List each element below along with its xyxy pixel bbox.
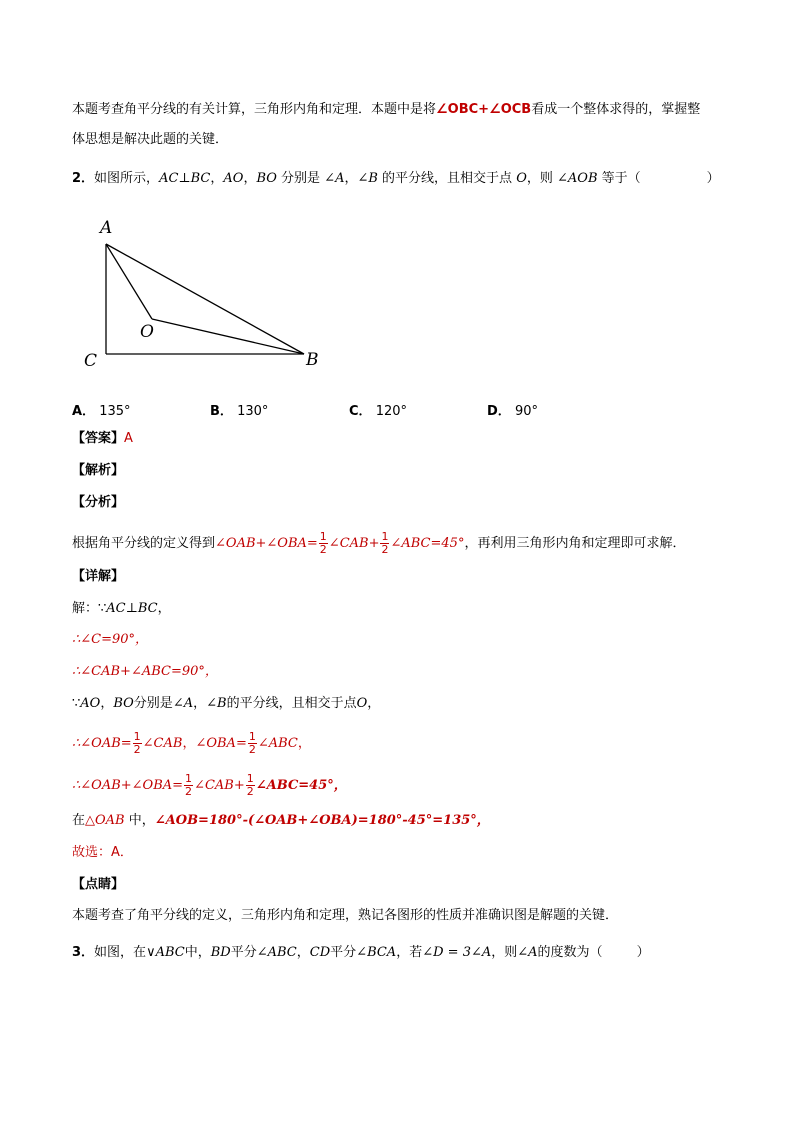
side-ab xyxy=(106,244,304,354)
question-2 xyxy=(72,170,720,188)
step-text: 在 xyxy=(72,813,86,828)
math-expr: O xyxy=(356,696,368,711)
fraction-denominator: 2 xyxy=(133,743,141,756)
question-text: ，则 xyxy=(491,945,518,960)
math-expr: ∠ABC=45° xyxy=(390,536,465,551)
choice-value: 130° xyxy=(237,404,269,419)
label-b: B xyxy=(306,350,319,370)
question-text: 如图，在 xyxy=(94,945,147,960)
question-text: 中， xyxy=(184,945,211,960)
question-text: 的平分线，且相交于点 xyxy=(377,171,517,186)
math-expr: ∠OAB+∠OBA= xyxy=(215,536,318,551)
segment-ao xyxy=(106,244,152,319)
math-expr: ∠A xyxy=(517,945,538,960)
fraction-half xyxy=(248,731,257,756)
question-text: 如图所示， xyxy=(94,171,160,186)
question-text: 平分 xyxy=(230,945,257,960)
fraction-numerator: 1 xyxy=(246,772,254,785)
fraction-half xyxy=(380,531,389,556)
label-c: C xyxy=(84,351,98,371)
fraction-numerator: 1 xyxy=(185,772,193,785)
step-2: ∴∠C=90°， xyxy=(72,632,149,647)
fraction-numerator: 1 xyxy=(319,530,327,543)
fraction-half xyxy=(319,531,328,556)
analysis-text: ，再利用三角形内角和定理即可求解． xyxy=(464,536,686,551)
choice-letter: D． xyxy=(487,404,511,419)
math-expr: ∠ABC=45°， xyxy=(255,778,347,793)
fraction-half xyxy=(184,773,193,798)
question-text: ，若 xyxy=(396,945,423,960)
choice-c xyxy=(349,400,407,419)
math-expr: ∴∠OAB= xyxy=(72,736,132,751)
question-text: ，则 xyxy=(526,171,557,186)
question-text: ） xyxy=(706,171,720,186)
question-number: 3． xyxy=(72,945,95,960)
math-expr: AC⊥BC xyxy=(106,601,158,616)
step-5 xyxy=(72,731,311,756)
analysis-line xyxy=(72,531,685,556)
math-expr: ∠CAB+ xyxy=(328,536,380,551)
math-expr: ∠ABC xyxy=(257,736,298,751)
choice-a xyxy=(72,400,131,419)
step-text: 中， xyxy=(124,813,155,828)
label-o: O xyxy=(140,322,154,342)
segment-bo xyxy=(152,319,304,354)
section-fenxi: 【分析】 xyxy=(72,495,125,510)
choice-b xyxy=(210,400,268,419)
question-text: ） xyxy=(636,945,650,960)
section-xiangjie: 【详解】 xyxy=(72,569,125,584)
math-expr: △OAB xyxy=(85,813,125,828)
math-expr: ∠OBA= xyxy=(195,736,247,751)
fraction-numerator: 1 xyxy=(248,730,256,743)
step-7 xyxy=(72,812,490,830)
math-expr: ∴∠OAB+∠OBA= xyxy=(72,778,184,793)
question-text: 的度数为（ xyxy=(537,945,603,960)
step-4 xyxy=(72,695,380,713)
math-expr: AC⊥BC xyxy=(159,171,211,186)
fraction-denominator: 2 xyxy=(185,785,193,798)
question-number: 2． xyxy=(72,171,95,186)
fraction-denominator: 2 xyxy=(381,543,389,556)
step-text: ∵ xyxy=(72,696,81,711)
section-dianjing: 【点睛】 xyxy=(72,877,125,892)
math-expr: ∠CAB+ xyxy=(194,778,245,793)
math-expr: BD xyxy=(210,945,231,960)
choice-letter: A． xyxy=(72,404,96,419)
step-3: ∴∠CAB+∠ABC=90°， xyxy=(72,664,218,679)
math-expr: ∠ABC xyxy=(256,945,297,960)
fraction-numerator: 1 xyxy=(381,530,389,543)
step-6 xyxy=(72,773,347,798)
math-expr: ∠AOB=180°-(∠OAB+∠OBA)=180°-45°=135°， xyxy=(154,813,490,828)
choice-letter: B． xyxy=(210,404,233,419)
math-expr: ∠D = 3∠A xyxy=(422,945,492,960)
fraction-half xyxy=(246,773,255,798)
math-expr: ∠A xyxy=(172,696,194,711)
section-jiexi: 【解析】 xyxy=(72,463,125,478)
fraction-denominator: 2 xyxy=(248,743,256,756)
step-text: ， xyxy=(297,736,311,751)
fraction-half xyxy=(133,731,142,756)
summary-line: 本题考查了角平分线的定义，三角形内角和定理，熟记各图形的性质并准确识图是解题的关键． xyxy=(72,908,619,923)
math-expr: ∠B xyxy=(357,171,378,186)
fraction-denominator: 2 xyxy=(246,785,254,798)
intro-text: 本题考查角平分线的有关计算，三角形内角和定理．本题中是将 xyxy=(72,102,437,117)
step-text: ， xyxy=(193,696,207,711)
question-text: 等于（ xyxy=(597,171,641,186)
intro-text: 看成一个整体求得的，掌握整 xyxy=(531,102,701,117)
choice-value: 90° xyxy=(514,404,538,419)
math-expr: AO xyxy=(223,171,244,186)
question-text: 分别是 xyxy=(276,171,325,186)
choice-value: 120° xyxy=(375,404,408,419)
label-a: A xyxy=(100,218,113,238)
step-text: ， xyxy=(182,736,196,751)
step-text: 分别是 xyxy=(133,696,173,711)
question-text: 平分 xyxy=(330,945,357,960)
question-text: ， xyxy=(210,171,224,186)
math-expr: ∠CAB xyxy=(142,736,183,751)
math-expr: ∠AOB xyxy=(557,171,598,186)
fraction-numerator: 1 xyxy=(133,730,141,743)
math-expr: ∠A xyxy=(324,171,345,186)
choice-value: 135° xyxy=(99,404,131,419)
intro-formula: ∠OBC+∠OCB xyxy=(436,102,532,117)
triangle-diagram xyxy=(82,215,332,375)
fraction-denominator: 2 xyxy=(319,543,327,556)
question-text: ， xyxy=(344,171,358,186)
math-expr: ∠B xyxy=(206,696,227,711)
question-text: ， xyxy=(296,945,310,960)
step-text: ， xyxy=(100,696,114,711)
triangle-figure xyxy=(82,215,332,379)
math-expr: O xyxy=(516,171,527,186)
answer-value: A xyxy=(124,431,133,446)
step-text: ， xyxy=(367,696,381,711)
step-8: 故选：A． xyxy=(72,845,133,860)
step-text: 解：∵ xyxy=(72,601,107,616)
step-text: ， xyxy=(157,601,171,616)
math-expr: ∨ABC xyxy=(146,945,185,960)
question-text: ， xyxy=(243,171,257,186)
math-expr: BO xyxy=(256,171,277,186)
math-expr: AO xyxy=(80,696,101,711)
step-1 xyxy=(72,600,171,618)
analysis-text: 根据角平分线的定义得到 xyxy=(72,536,216,551)
math-expr: BO xyxy=(113,696,134,711)
question-3 xyxy=(72,944,650,962)
step-text: 的平分线，且相交于点 xyxy=(226,696,357,711)
answer-label: 【答案】 xyxy=(72,431,125,446)
intro-line-1 xyxy=(72,101,700,119)
intro-line-2: 体思想是解决此题的关键． xyxy=(72,132,229,147)
math-expr: CD xyxy=(309,945,331,960)
choice-letter: C． xyxy=(349,404,372,419)
answer-line xyxy=(72,430,133,448)
choice-d xyxy=(487,400,538,419)
math-expr: ∠BCA xyxy=(356,945,397,960)
